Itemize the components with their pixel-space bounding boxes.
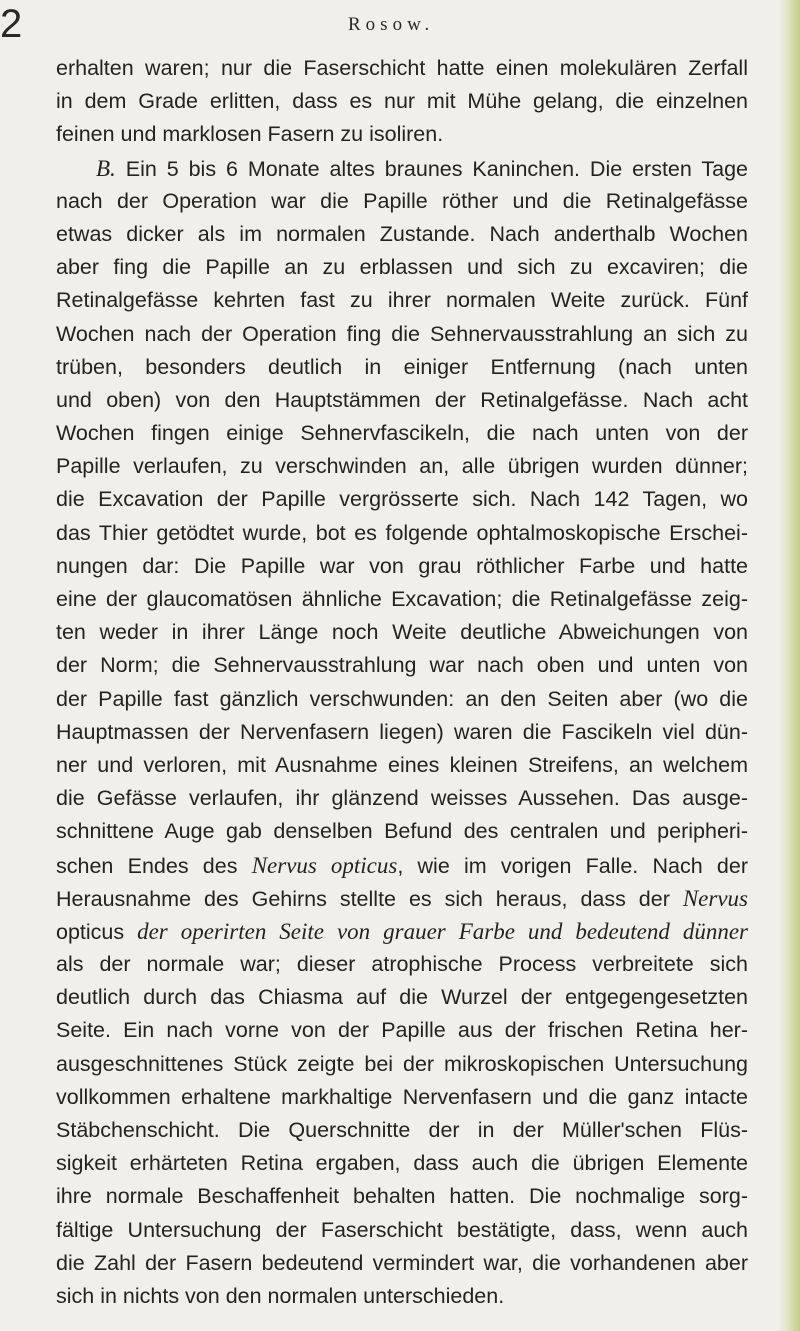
text-run: nungen dar: Die Papille war von grau röthlicher Farbe und hatte [56,553,748,578]
italic-term: der operirten Seite von grauer Farbe und bedeutend dünner [124,918,748,944]
text-run: die Excavation der Papille vergrösserte sich. Nach 142 Tagen, wo [56,487,748,512]
text-run: Seite. Ein nach vorne von der Papille aus der frischen Retina her- [56,1018,748,1043]
text-run: die Zahl der Fasern bedeutend vermindert war, die vorhandenen aber [56,1250,748,1275]
text-line [56,118,748,151]
text-run: erhalten waren; nur die Faserschicht hatte einen molekulären Zerfall [56,56,748,80]
text-run: etwas dicker als im normalen Zustande. Nach anderthalb Wochen [56,221,748,246]
text-line [56,85,748,118]
text-line [56,749,748,782]
text-line [56,52,748,85]
text-line [56,483,748,516]
text-line [56,384,748,417]
text-line [56,1048,748,1081]
text-line [56,1280,748,1313]
text-line [56,185,748,218]
text-line [56,782,748,815]
text-line [56,152,748,185]
text-run: die Gefässe verlaufen, ihr glänzend weisses Aussehen. Das ausge- [56,786,748,811]
text-line [56,284,748,317]
text-run: in dem Grade erlitten, dass es nur mit Mühe gelang, die einzelnen [56,89,748,114]
text-run: Wochen nach der Operation fing die Sehnervausstrahlung an sich zu [56,321,748,346]
text-run: sich in nichts von den normalen unterschieden. [56,1283,505,1308]
text-line [56,882,748,915]
text-run: ner und verloren, mit Ausnahme eines kleinen Streifens, an welchem [56,752,748,777]
page-header [0,4,800,44]
text-run: eine der glaucomatösen ähnliche Excavation; die Retinalgefässe zeig- [56,587,748,611]
text-run: , wie im vorigen Falle. Nach der [397,853,748,878]
text-run: Hauptmassen der Nervenfasern liegen) waren die Fascikeln viel dün- [56,719,748,744]
text-run: Stäbchenschicht. Die Querschnitte der in der Müller'schen Flüs- [56,1118,748,1142]
page-edge [778,0,800,1331]
text-line [56,218,748,251]
text-line [56,716,748,749]
text-line [56,1147,748,1180]
text-run: schnittene Auge gab denselben Befund des centralen und peripheri- [56,819,748,844]
text-run: als der normale war; dieser atrophische Process verbreitete sich [56,952,748,977]
text-run: Retinalgefässe kehrten fast zu ihrer normalen Weite zurück. Fünf [56,288,748,313]
text-line [56,1081,748,1114]
text-line [56,849,748,882]
text-run: ausgeschnittenes Stück zeigte bei der mikroskopischen Untersuchung [56,1051,748,1076]
case-label: B. [96,155,116,181]
text-run: der Papille fast gänzlich verschwunden: an den Seiten aber (wo die [56,686,748,711]
text-run: Herausnahme des Gehirns stellte es sich heraus, dass der [56,886,683,911]
text-line [56,1114,748,1147]
text-run: und oben) von den Hauptstämmen der Retinalgefässe. Nach acht [56,387,748,412]
text-run: feinen und marklosen Fasern zu isoliren. [56,122,444,147]
text-run: Ein 5 bis 6 Monate altes braunes Kaninchen. Die ersten Tage [115,156,748,181]
text-line [56,815,748,848]
text-run: ten weder in ihrer Länge noch Weite deutliche Abweichungen von [56,620,748,645]
text-line [56,981,748,1014]
text-run: opticus [56,919,125,944]
text-line [56,450,748,483]
text-run: aber fing die Papille an zu erblassen und sich zu excaviren; die [56,255,748,280]
text-run: der Norm; die Sehnervausstrahlung war nach oben und unten von [56,653,748,678]
text-line [56,616,748,649]
text-run: Wochen fingen einige Sehnervfascikeln, die nach unten von der [56,421,748,446]
text-line [56,1014,748,1047]
text-line [56,351,748,384]
text-line [56,1247,748,1280]
text-line [56,1214,748,1247]
text-run: sigkeit erhärteten Retina ergaben, dass auch die übrigen Elemente [56,1151,748,1176]
text-run: nach der Operation war die Papille röther und die Retinalgefässe [56,188,748,213]
text-run: deutlich durch das Chiasma auf die Wurzel der entgegengesetzten [56,985,748,1010]
text-run: Papille verlaufen, zu verschwinden an, alle übrigen wurden dünner; [56,454,748,479]
running-head: Rosow. [348,14,435,35]
text-run: schen Endes des [56,853,252,878]
text-line [56,915,748,948]
text-line [56,318,748,351]
text-line [56,948,748,981]
text-line [56,649,748,682]
italic-term: Nervus [682,885,748,911]
text-line [56,251,748,284]
italic-term: Nervus opticus [251,852,398,878]
text-run: ihre normale Beschaffenheit behalten hatten. Die nochmalige sorg- [56,1184,748,1209]
page-number: 2 [0,2,23,46]
text-run: fältige Untersuchung der Faserschicht bestätigte, dass, wenn auch [56,1217,748,1242]
text-run: trüben, besonders deutlich in einiger Entfernung (nach unten [56,354,748,379]
text-run: das Thier getödtet wurde, bot es folgende ophtalmoskopische Erschei- [56,520,748,545]
body-text [56,52,748,1313]
text-line [56,550,748,583]
text-run: vollkommen erhaltene markhaltige Nervenfasern und die ganz intacte [56,1084,748,1109]
text-line [56,583,748,616]
text-line [56,517,748,550]
text-line [56,1180,748,1213]
text-line [56,683,748,716]
text-line [56,417,748,450]
